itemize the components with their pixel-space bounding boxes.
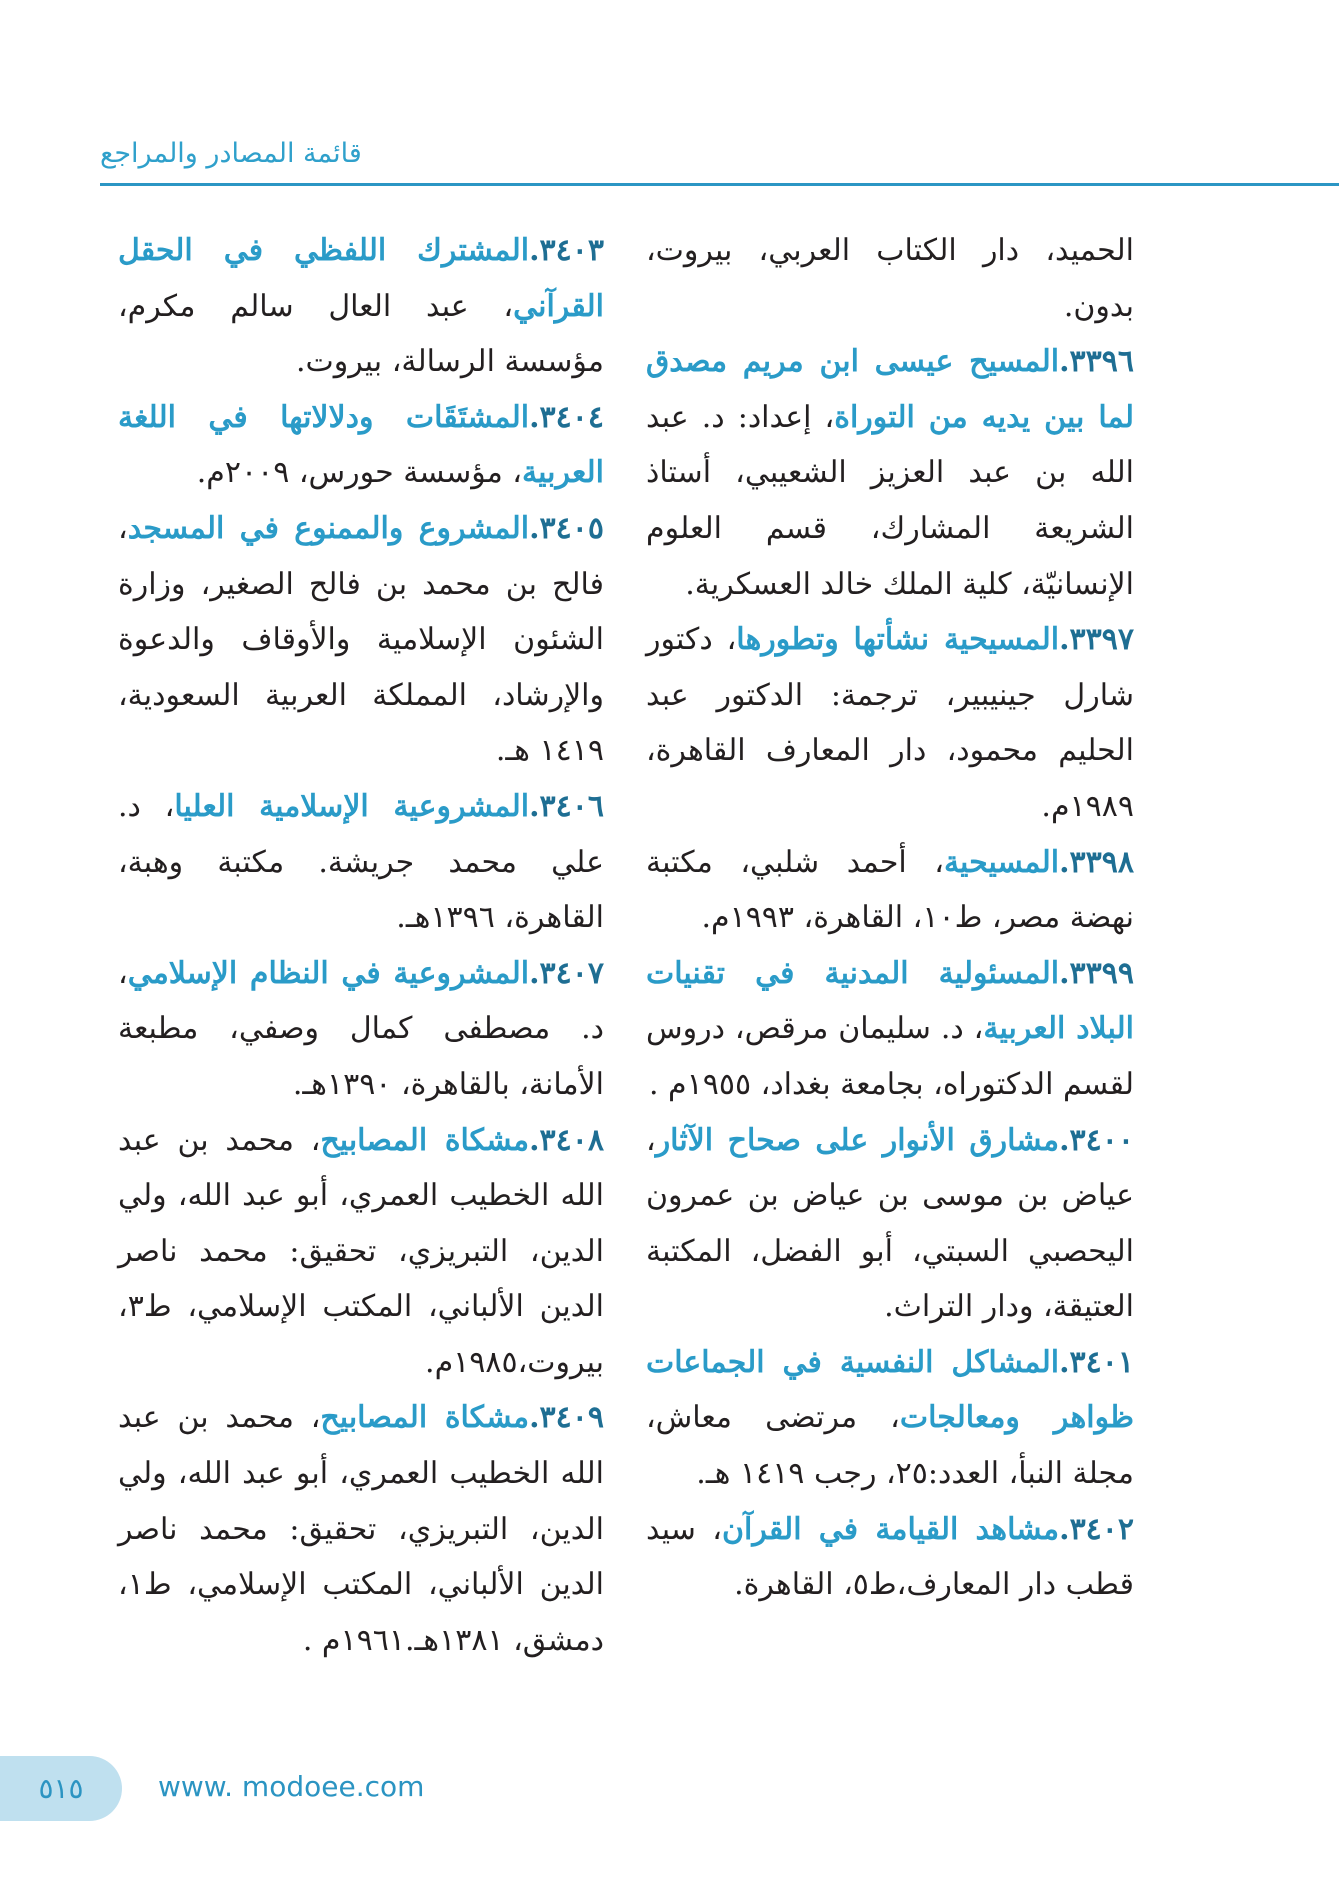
entry-number: ٣٤٠٨ xyxy=(539,1122,604,1158)
entry-title: المشروعية في النظام الإسلامي xyxy=(127,955,530,991)
entry-title: المشترك اللفظي في الحقل القرآني xyxy=(118,233,604,324)
entry-title: المسئولية المدنية في تقنيات البلاد العربية xyxy=(646,955,1134,1047)
reference-entry: ٣٤٠٥.المشروع والممنوع في المسجد، فالح بن محمد بن فالح الصغير، وزارة الشئون الإسلامية والأوقاف والدعوة والإرشاد، المملكة العربية السعودية، ١٤١٩ هـ. xyxy=(118,510,604,769)
page-number: ٥١٥ xyxy=(38,1772,84,1805)
right-column xyxy=(646,223,1134,1613)
reference-entry: ٣٣٩٨.المسيحية، أحمد شلبي، مكتبة نهضة مصر، ط١٠، القاهرة، ١٩٩٣م. xyxy=(646,844,1134,936)
entry-number: ٣٤٠٥ xyxy=(539,510,604,546)
entry-number: ٣٤٠٦ xyxy=(539,788,604,824)
entry-number: ٣٣٩٧ xyxy=(1069,622,1134,658)
reference-entry: ٣٣٩٩.المسئولية المدنية في تقنيات البلاد العربية، د. سليمان مرقص، دروس لقسم الدكتوراه، بجامعة بغداد، ١٩٥٥م . xyxy=(646,955,1134,1102)
entry-number: ٣٤٠١ xyxy=(1069,1344,1134,1380)
left-column xyxy=(118,223,604,1668)
entry-title: مشكاة المصابيح xyxy=(320,1400,530,1436)
entry-number: ٣٤٠٧ xyxy=(539,955,604,991)
reference-entry: ٣٤٠٤.المشتَقَات ودلالاتها في اللغة العربية، مؤسسة حورس، ٢٠٠٩م. xyxy=(118,399,604,491)
entry-title: المشروعية الإسلامية العليا xyxy=(174,788,530,824)
entry-title: المشاكل النفسية في الجماعات ظواهر ومعالجات xyxy=(646,1344,1135,1436)
entry-title: المسيح عيسى ابن مريم مصدق لما بين يديه من التوراة xyxy=(646,344,1134,435)
entry-number: ٣٤٠٠ xyxy=(1069,1122,1134,1158)
entry-title: المشتَقَات ودلالاتها في اللغة العربية xyxy=(118,399,604,491)
entry-text: ، سيد قطب دار المعارف،ط٥، القاهرة. xyxy=(646,1511,1134,1603)
reference-entry: ٣٤٠٨.مشكاة المصابيح، محمد بن عبد الله الخطيب العمري، أبو عبد الله، ولي الدين، التبريزي، تحقيق: محمد ناصر الدين الألباني، المكتب الإسلامي، ط٣، بيروت،١٩٨٥م. xyxy=(118,1122,604,1380)
entry-text: ، محمد بن عبد الله الخطيب العمري، أبو عبد الله، ولي الدين، التبريزي، تحقيق: محمد ناصر الدين الألباني، المكتب الإسلامي، ط١، دمشق، ١٣٨١هـ.١٩٦١م . xyxy=(118,1400,604,1658)
entry-text: ، محمد بن عبد الله الخطيب العمري، أبو عبد الله، ولي الدين، التبريزي، تحقيق: محمد ناصر الدين الألباني، المكتب الإسلامي، ط٣، بيروت،١٩٨٥م. xyxy=(118,1122,604,1380)
entry-text: ، مرتضى معاش، مجلة النبأ، العدد:٢٥، رجب ١٤١٩ هـ. xyxy=(646,1400,1134,1492)
running-header-title: قائمة المصادر والمراجع xyxy=(100,138,362,169)
entry-title: مشارق الأنوار على صحاح الآثار xyxy=(655,1122,1060,1158)
entry-text: ، فالح بن محمد بن فالح الصغير، وزارة الشئون الإسلامية والأوقاف والدعوة والإرشاد، المملكة العربية السعودية، ١٤١٩ هـ. xyxy=(118,510,604,769)
entry-title: المشروع والممنوع في المسجد xyxy=(127,510,530,546)
entry-text: ، أحمد شلبي، مكتبة نهضة مصر، ط١٠، القاهرة، ١٩٩٣م. xyxy=(646,844,1134,936)
reference-entry xyxy=(646,223,1134,334)
reference-entry: ٣٤٠٣.المشترك اللفظي في الحقل القرآني، عبد العال سالم مكرم، مؤسسة الرسالة، بيروت. xyxy=(118,233,604,380)
reference-entry: ٣٣٩٦.المسيح عيسى ابن مريم مصدق لما بين يديه من التوراة، إعداد: د. عبد الله بن عبد العزيز الشعيبي، أستاذ الشريعة المشارك، قسم العلوم الإنسانيّة، كلية الملك خالد العسكرية. xyxy=(646,344,1134,602)
entry-text: ، مؤسسة حورس، ٢٠٠٩م. xyxy=(196,455,522,491)
entry-title: مشكاة المصابيح xyxy=(320,1122,530,1158)
entry-number: ٣٤٠٣ xyxy=(539,233,604,268)
entry-number: ٣٤٠٩ xyxy=(539,1400,604,1436)
entry-number: ٣٣٩٩ xyxy=(1069,955,1134,991)
entry-title: المسيحية xyxy=(943,844,1060,880)
entry-text: ، د. مصطفى كمال وصفي، مطبعة الأمانة، بالقاهرة، ١٣٩٠هـ. xyxy=(118,955,604,1102)
reference-entry: ٣٤٠٩.مشكاة المصابيح، محمد بن عبد الله الخطيب العمري، أبو عبد الله، ولي الدين، التبريزي، تحقيق: محمد ناصر الدين الألباني، المكتب الإسلامي، ط١، دمشق، ١٣٨١هـ.١٩٦١م . xyxy=(118,1400,604,1658)
entry-text: ، د. علي محمد جريشة. مكتبة وهبة، القاهرة، ١٣٩٦هـ. xyxy=(118,788,604,936)
entry-text: ، إعداد: د. عبد الله بن عبد العزيز الشعيبي، أستاذ الشريعة المشارك، قسم العلوم الإنسانيّة، كلية الملك خالد العسكرية. xyxy=(646,399,1134,602)
entry-text: الحميد، دار الكتاب العربي، بيروت، بدون. xyxy=(646,233,1134,324)
entry-text: ، عبد العال سالم مكرم، مؤسسة الرسالة، بيروت. xyxy=(118,288,604,380)
header-rule xyxy=(100,183,1339,186)
entry-title: مشاهد القيامة في القرآن xyxy=(721,1511,1060,1547)
site-url-link[interactable]: www. modoee.com xyxy=(158,1770,425,1803)
entry-number: ٣٣٩٦ xyxy=(1069,344,1134,380)
reference-entry: ٣٤٠١.المشاكل النفسية في الجماعات ظواهر ومعالجات، مرتضى معاش، مجلة النبأ، العدد:٢٥، رجب ١٤١٩ هـ. xyxy=(646,1344,1135,1492)
reference-entry: ٣٤٠٠.مشارق الأنوار على صحاح الآثار، عياض بن موسى بن عياض بن عمرون اليحصبي السبتي، أبو الفضل، المكتبة العتيقة، ودار التراث. xyxy=(646,1122,1134,1325)
entry-title: المسيحية نشأتها وتطورها xyxy=(736,622,1060,658)
page-number-badge xyxy=(0,1756,122,1821)
entry-number: ٣٣٩٨ xyxy=(1069,844,1134,880)
reference-entry: ٣٣٩٧.المسيحية نشأتها وتطورها، دكتور شارل جينيبير، ترجمة: الدكتور عبد الحليم محمود، دار المعارف القاهرة، ١٩٨٩م. xyxy=(646,622,1134,824)
reference-entry: ٣٤٠٦.المشروعية الإسلامية العليا، د. علي محمد جريشة. مكتبة وهبة، القاهرة، ١٣٩٦هـ. xyxy=(118,788,604,936)
entry-number: ٣٤٠٢ xyxy=(1069,1511,1135,1547)
entry-text: ، د. سليمان مرقص، دروس لقسم الدكتوراه، بجامعة بغداد، ١٩٥٥م . xyxy=(646,1011,1134,1102)
reference-entry: ٣٤٠٧.المشروعية في النظام الإسلامي، د. مصطفى كمال وصفي، مطبعة الأمانة، بالقاهرة، ١٣٩٠هـ. xyxy=(118,955,604,1102)
entry-text: ، دكتور شارل جينيبير، ترجمة: الدكتور عبد الحليم محمود، دار المعارف القاهرة، ١٩٨٩م. xyxy=(646,622,1134,824)
entry-number: ٣٤٠٤ xyxy=(539,399,604,435)
entry-text: ، عياض بن موسى بن عياض بن عمرون اليحصبي السبتي، أبو الفضل، المكتبة العتيقة، ودار التراث. xyxy=(646,1122,1134,1325)
reference-entry: ٣٤٠٢.مشاهد القيامة في القرآن، سيد قطب دار المعارف،ط٥، القاهرة. xyxy=(646,1511,1135,1603)
